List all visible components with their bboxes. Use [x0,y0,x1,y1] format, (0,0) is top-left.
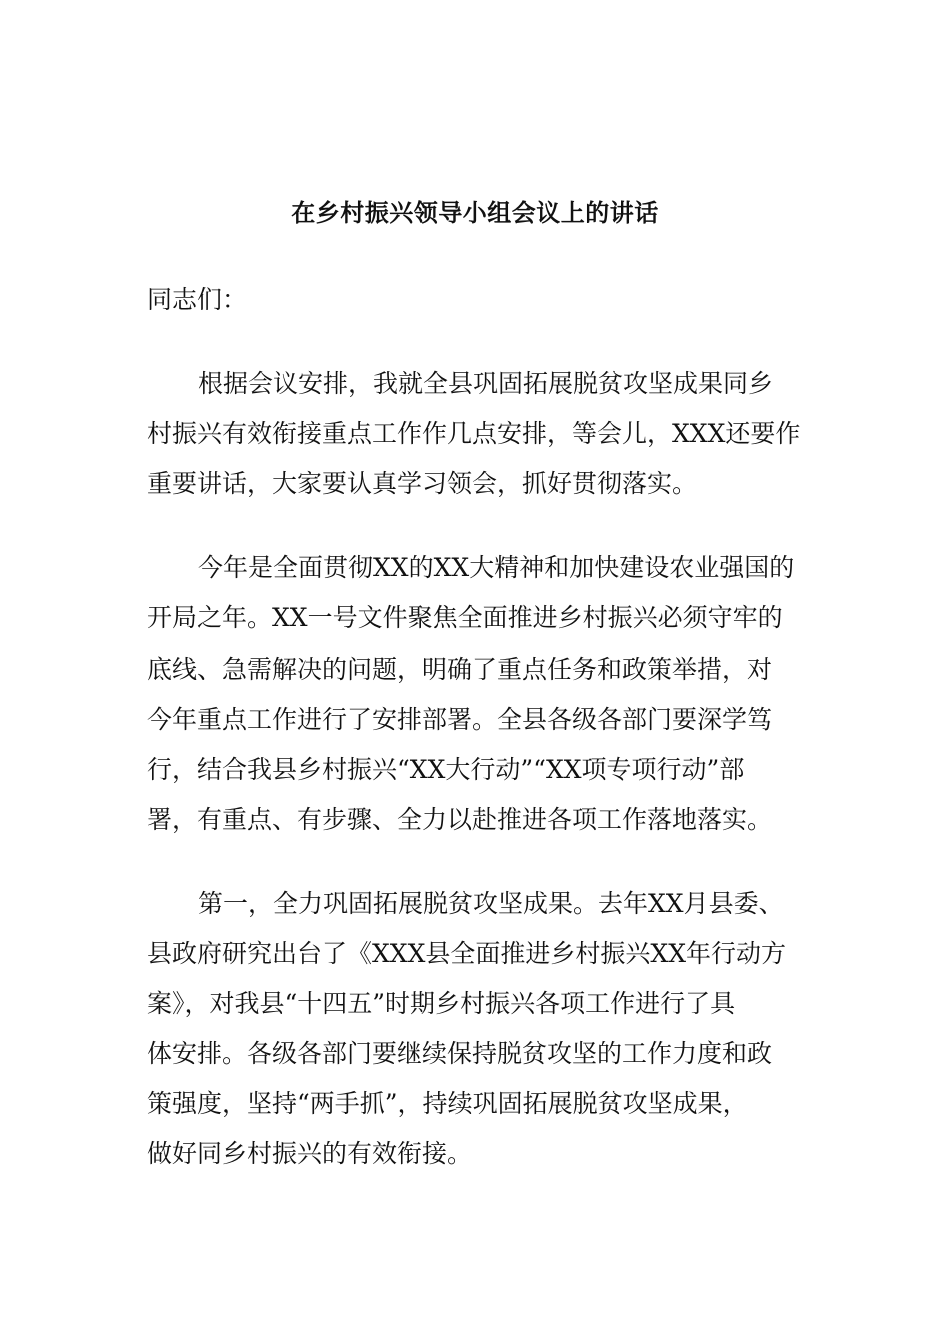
paragraph-3-line-6: 做好同乡村振兴的有效衔接。 [147,1139,473,1168]
paragraph-3-line-3: 案》，对我县“十四五”时期乡村振兴各项工作进行了具 [147,989,736,1018]
paragraph-1-line-3: 重要讲话，大家要认真学习领会，抓好贯彻落实。 [147,469,698,498]
document-title: 在乡村振兴领导小组会议上的讲话 [291,198,659,227]
paragraph-2-line-3: 底线、急需解决的问题，明确了重点任务和政策举措，对 [147,655,773,684]
paragraph-3-line-5: 策强度，坚持“两手抓”，持续巩固拓展脱贫攻坚成果， [147,1089,748,1118]
paragraph-2-line-4: 今年重点工作进行了安排部署。全县各级各部门要深学笃 [147,705,773,734]
paragraph-3-line-2: 县政府研究出台了《XXX县全面推进乡村振兴XX年行动方 [147,939,786,968]
paragraph-2-line-6: 署，有重点、有步骤、全力以赴推进各项工作落地落实。 [147,805,773,834]
paragraph-2-line-1: 今年是全面贯彻XX的XX大精神和加快建设农业强国的 [198,553,795,582]
paragraph-3-line-4: 体安排。各级各部门要继续保持脱贫攻坚的工作力度和政 [147,1039,773,1068]
paragraph-3-line-1: 第一，全力巩固拓展脱贫攻坚成果。去年XX月县委、 [198,889,784,918]
salutation: 同志们： [147,285,248,314]
paragraph-1-line-1: 根据会议安排，我就全县巩固拓展脱贫攻坚成果同乡 [198,369,774,398]
paragraph-2-line-2: 开局之年。XX一号文件聚焦全面推进乡村振兴必须守牢的 [147,603,783,632]
paragraph-1-line-2: 村振兴有效衔接重点工作作几点安排，等会儿，XXX还要作 [147,419,801,448]
paragraph-2-line-5: 行，结合我县乡村振兴“XX大行动”“XX项专项行动”部 [147,755,745,784]
